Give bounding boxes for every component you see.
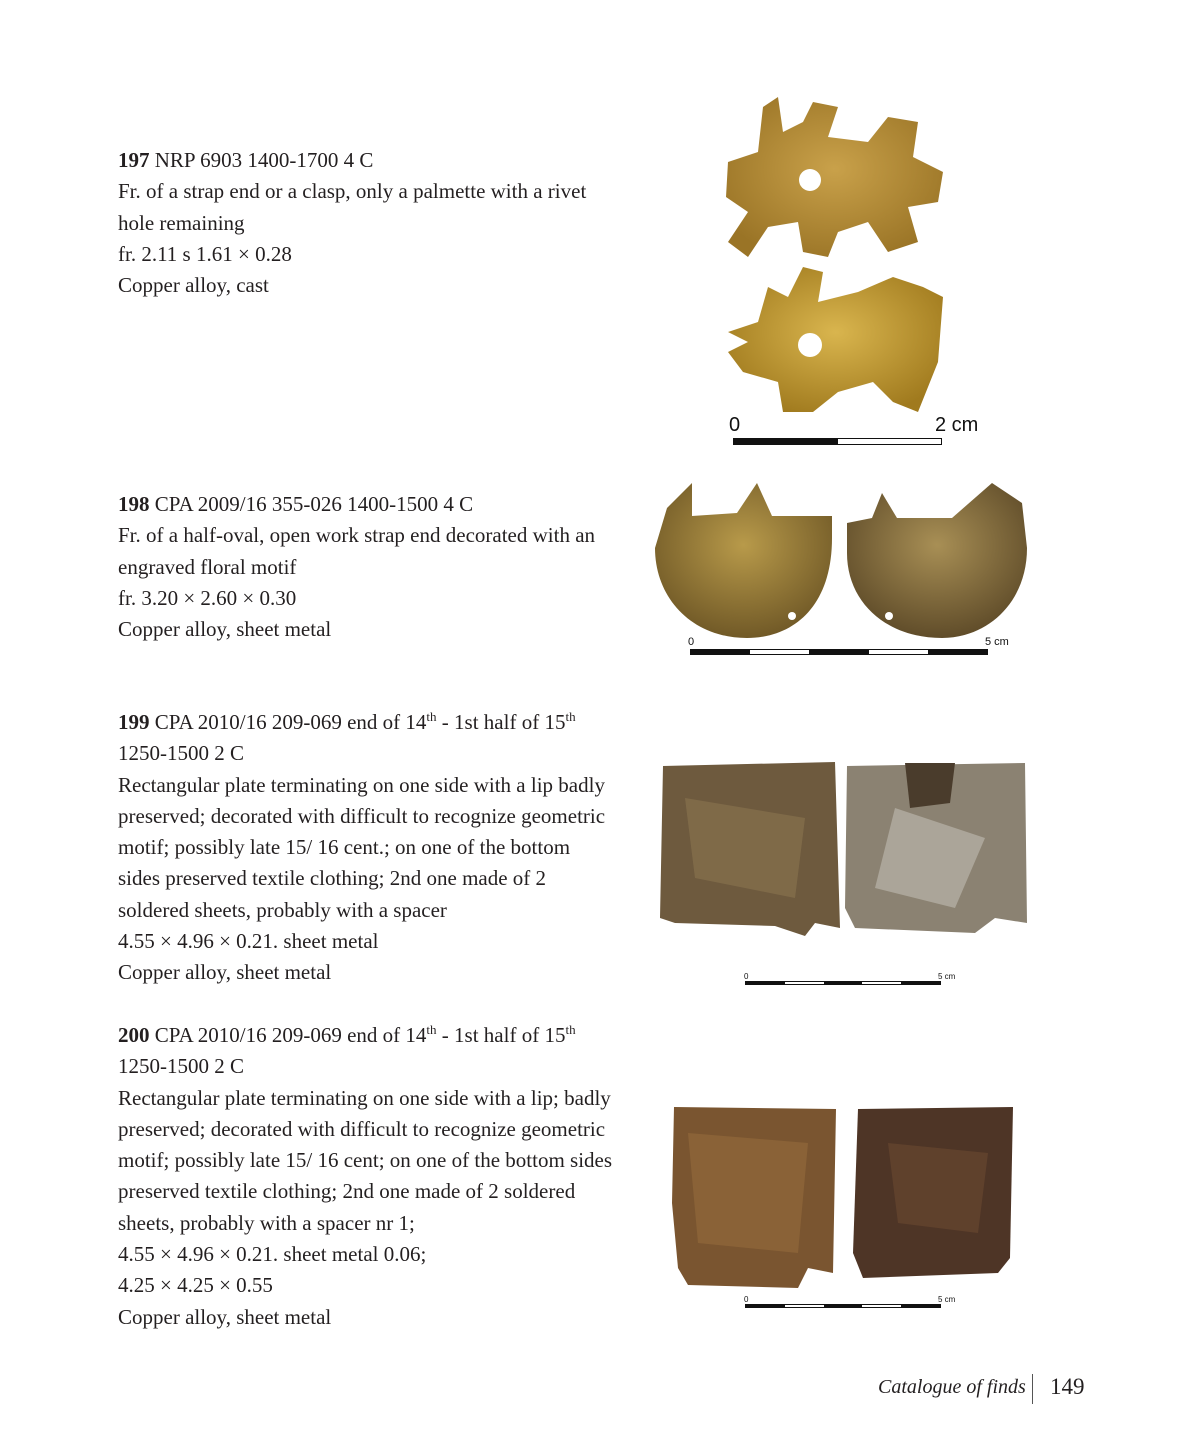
- entry-dimensions-2: 4.25 × 4.25 × 0.55: [118, 1273, 273, 1298]
- entry-dimensions: 4.55 × 4.96 × 0.21. sheet metal: [118, 929, 379, 954]
- entry-heading: NRP 6903 1400-1700 4 C: [154, 148, 374, 172]
- catalogue-entry-198: [118, 489, 613, 645]
- entry-heading: CPA 2010/16 209-069 end of 14: [154, 710, 427, 734]
- entry-dimensions: fr. 3.20 × 2.60 × 0.30: [118, 585, 297, 610]
- entry-material: Copper alloy, cast: [118, 273, 269, 298]
- superscript: th: [565, 1022, 576, 1037]
- catalogue-entry-200: [118, 1020, 613, 1333]
- page-number: 149: [1050, 1374, 1085, 1399]
- footer-divider: [1032, 1374, 1033, 1404]
- entry-description: Fr. of a strap end or a clasp, only a palmette with a rivet hole remaining: [118, 179, 587, 235]
- entry-material: Copper alloy, sheet metal: [118, 617, 332, 642]
- entry-description: Rectangular plate terminating on one side with a lip badly preserved; decorated with difficult to recognize geometric motif; possibly late 15/ 16 cent.; on one of the bottom sides preserved textile clothing; 2nd one made of 2 soldered sheets, probably with a spacer: [118, 772, 606, 922]
- catalogue-entry-199: [118, 707, 613, 989]
- entry-number: 197: [118, 148, 150, 172]
- entry-number: 198: [118, 492, 150, 516]
- entry-dimensions: 4.55 × 4.96 × 0.21. sheet metal 0.06;: [118, 1242, 427, 1267]
- superscript: th: [565, 709, 576, 724]
- scale-bar: [745, 981, 941, 985]
- scale-bar: [690, 649, 988, 655]
- photo-197-palmette: [718, 92, 948, 422]
- scale-label-2cm: 2 cm: [935, 414, 979, 436]
- entry-description: Rectangular plate terminating on one side with a lip; badly preserved; decorated with difficult to recognize geometric motif; possibly late 15/ 16 cent; on one of the bottom sides preserved textile clothing; 2nd one made of 2 soldered sheets, probably with a spacer nr 1;: [118, 1085, 613, 1235]
- scale-label-zero: 0: [688, 636, 695, 648]
- entry-heading-cont: - 1st half of 15: [436, 1023, 566, 1047]
- entry-number: 200: [118, 1023, 150, 1047]
- superscript: th: [426, 1022, 437, 1037]
- entry-heading: CPA 2009/16 355-026 1400-1500 4 C: [154, 492, 474, 516]
- entry-dimensions: fr. 2.11 s 1.61 × 0.28: [118, 241, 292, 266]
- scale-label-zero: 0: [729, 414, 741, 436]
- scale-label-5cm: 5 cm: [938, 972, 956, 981]
- photo-199-plates: [655, 758, 1030, 938]
- entry-heading-cont: - 1st half of 15: [436, 710, 566, 734]
- scale-label-zero: 0: [744, 1295, 749, 1304]
- entry-material: Copper alloy, sheet metal: [118, 1304, 332, 1329]
- entry-dating: 1250-1500 2 C: [118, 1054, 244, 1079]
- entry-number: 199: [118, 710, 150, 734]
- photo-200-plates: [668, 1103, 1018, 1293]
- superscript: th: [426, 709, 437, 724]
- entry-description: Fr. of a half-oval, open work strap end decorated with an engraved floral motif: [118, 523, 596, 579]
- entry-dating: 1250-1500 2 C: [118, 741, 244, 766]
- entry-heading: CPA 2010/16 209-069 end of 14: [154, 1023, 427, 1047]
- photo-198-strap-end: [652, 478, 1032, 643]
- scale-label-5cm: 5 cm: [985, 636, 1009, 648]
- running-footer-title: Catalogue of finds: [878, 1376, 1026, 1398]
- scale-bar: [733, 438, 942, 445]
- catalogue-entry-197: [118, 145, 613, 301]
- scale-bar: [745, 1304, 941, 1308]
- entry-material: Copper alloy, sheet metal: [118, 960, 332, 985]
- scale-label-5cm: 5 cm: [938, 1295, 956, 1304]
- scale-label-zero: 0: [744, 972, 749, 981]
